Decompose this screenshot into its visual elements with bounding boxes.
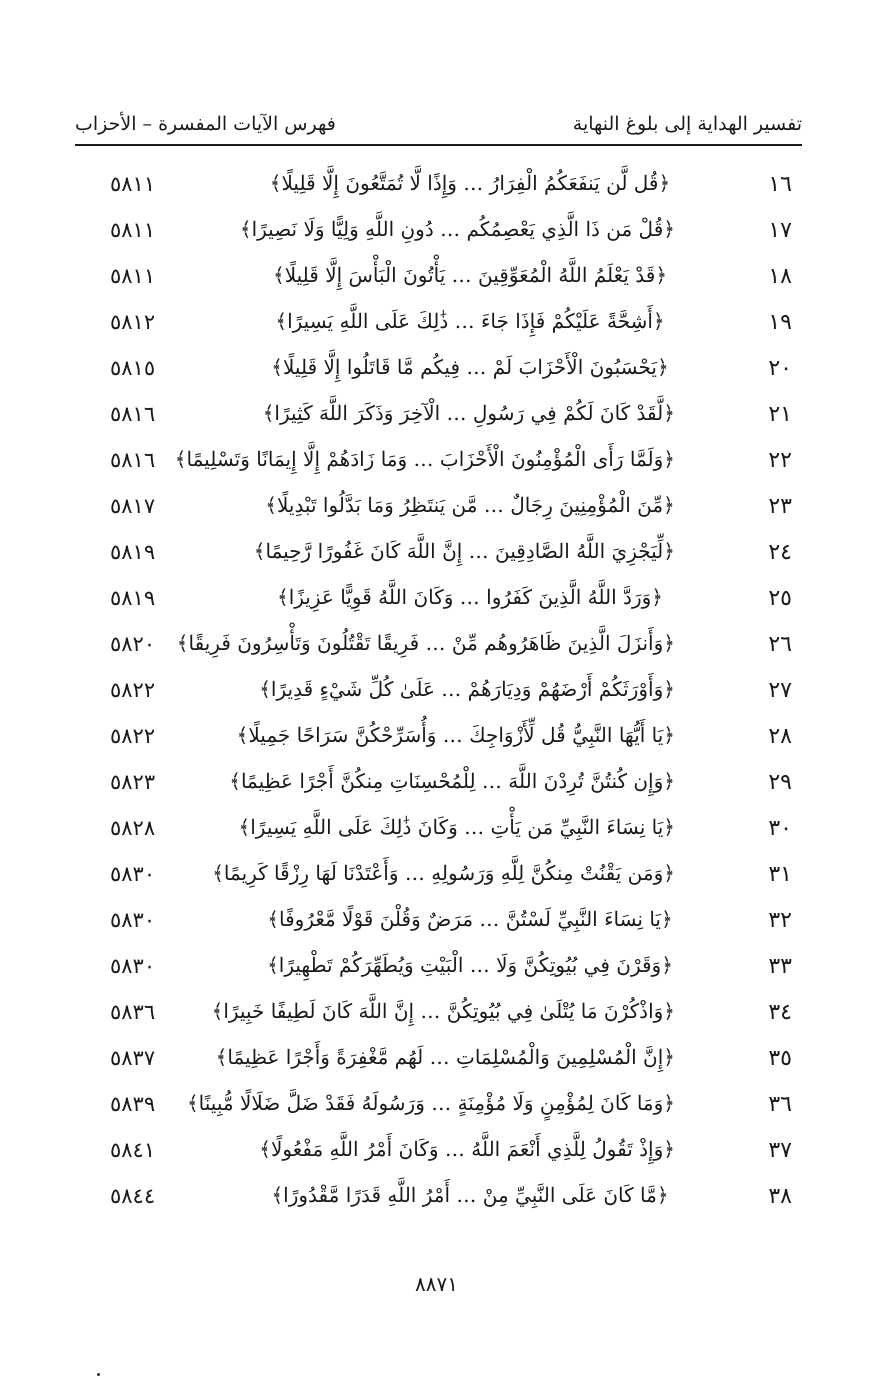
verse-excerpt: ﴿لَّقَدْ كَانَ لَكُمْ فِي رَسُولِ … الْآخِرَ وَذَكَرَ اللَّهَ كَثِيرًا﴾	[262, 401, 675, 425]
page-reference: ٥٨١٢	[110, 310, 156, 334]
verse-excerpt: ﴿لِّيَجْزِيَ اللَّهُ الصَّادِقِينَ … إِنَّ اللَّهَ كَانَ غَفُورًا رَّحِيمًا﴾	[253, 539, 675, 563]
verse-excerpt: ﴿يَا نِسَاءَ النَّبِيِّ لَسْتُنَّ … مَرَضٌ وَقُلْنَ قَوْلًا مَّعْرُوفًا﴾	[267, 907, 673, 931]
page-reference: ٥٨١٦	[110, 448, 156, 472]
verse-excerpt: ﴿قُل لَّن يَنفَعَكُمُ الْفِرَارُ … وَإِذًا لَّا تُمَتَّعُونَ إِلَّا قَلِيلًا﴾	[269, 171, 671, 195]
index-row	[75, 392, 802, 438]
index-row	[75, 852, 802, 898]
verse-number: ٢٧	[768, 678, 792, 703]
page-reference: ٥٨٢٣	[110, 770, 156, 794]
page-reference: ٥٨١٦	[110, 402, 156, 426]
index-row	[75, 484, 802, 530]
verse-number: ٢٣	[768, 494, 792, 519]
scan-speck	[97, 1373, 100, 1376]
index-row	[75, 1128, 802, 1174]
book-title: تفسير الهداية إلى بلوغ النهاية	[572, 113, 802, 135]
index-row	[75, 1082, 802, 1128]
page-reference: ٥٨١٥	[110, 356, 156, 380]
verse-excerpt: ﴿وَقَرْنَ فِي بُيُوتِكُنَّ وَلَا … الْبَيْتِ وَيُطَهِّرَكُمْ تَطْهِيرًا﴾	[267, 953, 673, 977]
header-rule	[75, 144, 802, 146]
verse-excerpt: ﴿قَدْ يَعْلَمُ اللَّهُ الْمُعَوِّقِينَ … يَأْتُونَ الْبَأْسَ إِلَّا قَلِيلًا﴾	[272, 263, 668, 287]
verse-excerpt: ﴿وَإِذْ تَقُولُ لِلَّذِي أَنْعَمَ اللَّهُ … وَكَانَ أَمْرُ اللَّهِ مَفْعُولًا﴾	[259, 1137, 675, 1161]
verse-number: ٣٤	[768, 1000, 792, 1025]
index-row	[75, 530, 802, 576]
index-row	[75, 576, 802, 622]
index-row	[75, 714, 802, 760]
verse-number: ٣٣	[768, 954, 792, 979]
verse-number: ٢٢	[768, 448, 792, 473]
page-reference: ٥٨٤١	[110, 1138, 156, 1162]
page-reference: ٥٨٤٤	[110, 1184, 156, 1208]
index-row	[75, 990, 802, 1036]
verse-number: ٢٨	[768, 724, 792, 749]
verse-number: ١٩	[768, 310, 792, 335]
verse-excerpt: ﴿وَرَدَّ اللَّهُ الَّذِينَ كَفَرُوا … وَكَانَ اللَّهُ قَوِيًّا عَزِيزًا﴾	[277, 585, 663, 609]
page-reference: ٥٨١١	[110, 264, 156, 288]
index-row	[75, 300, 802, 346]
index-row	[75, 622, 802, 668]
page-reference: ٥٨٣٠	[110, 954, 156, 978]
index-row	[75, 208, 802, 254]
verse-number: ٣٥	[768, 1046, 792, 1071]
index-row	[75, 806, 802, 852]
verse-excerpt: ﴿إِنَّ الْمُسْلِمِينَ وَالْمُسْلِمَاتِ … لَهُم مَّغْفِرَةً وَأَجْرًا عَظِيمًا﴾	[215, 1045, 675, 1069]
verse-excerpt: ﴿يَا أَيُّهَا النَّبِيُّ قُل لِّأَزْوَاجِكَ … وَأُسَرِّحْكُنَّ سَرَاحًا جَمِيلًا﴾	[236, 723, 675, 747]
index-row	[75, 1036, 802, 1082]
page-reference: ٥٨٣٩	[110, 1092, 156, 1116]
index-row	[75, 898, 802, 944]
verse-number: ٣١	[768, 862, 792, 887]
page-reference: ٥٨٢٠	[110, 632, 156, 656]
verse-number: ٣٧	[768, 1138, 792, 1163]
verse-excerpt: ﴿يَحْسَبُونَ الْأَحْزَابَ لَمْ … فِيكُم مَّا قَاتَلُوا إِلَّا قَلِيلًا﴾	[271, 355, 669, 379]
verse-number: ٣٨	[768, 1184, 792, 1209]
index-row	[75, 944, 802, 990]
verse-excerpt: ﴿مَّا كَانَ عَلَى النَّبِيِّ مِنْ … أَمْرُ اللَّهِ قَدَرًا مَّقْدُورًا﴾	[271, 1183, 669, 1207]
index-row	[75, 346, 802, 392]
page-reference: ٥٨٣٠	[110, 862, 156, 886]
verse-number: ٢٤	[768, 540, 792, 565]
verse-number: ٣٠	[768, 816, 792, 841]
verse-index-list	[75, 162, 802, 1220]
verse-number: ٢٩	[768, 770, 792, 795]
page-reference: ٥٨١٩	[110, 540, 156, 564]
verse-number: ١٧	[768, 218, 792, 243]
verse-number: ٢١	[768, 402, 792, 427]
page-reference: ٥٨٣٠	[110, 908, 156, 932]
verse-excerpt: ﴿وَأَوْرَثَكُمْ أَرْضَهُمْ وَدِيَارَهُمْ … عَلَىٰ كُلِّ شَيْءٍ قَدِيرًا﴾	[259, 677, 675, 701]
page-reference: ٥٨٢٨	[110, 816, 156, 840]
verse-excerpt: ﴿وَاذْكُرْنَ مَا يُتْلَىٰ فِي بُيُوتِكُنَّ … إِنَّ اللَّهَ كَانَ لَطِيفًا خَبِيرًا﴾	[211, 999, 675, 1023]
verse-number: ٢٥	[768, 586, 792, 611]
page-reference: ٥٨٣٧	[110, 1046, 156, 1070]
verse-excerpt: ﴿أَشِحَّةً عَلَيْكُمْ فَإِذَا جَاءَ … ذَٰلِكَ عَلَى اللَّهِ يَسِيرًا﴾	[275, 309, 665, 333]
verse-excerpt: ﴿مِّنَ الْمُؤْمِنِينَ رِجَالٌ … مَّن يَنتَظِرُ وَمَا بَدَّلُوا تَبْدِيلًا﴾	[265, 493, 675, 517]
verse-number: ١٦	[768, 172, 792, 197]
page-reference: ٥٨١٧	[110, 494, 156, 518]
index-row	[75, 162, 802, 208]
page-reference: ٥٨١١	[110, 218, 156, 242]
verse-number: ٢٦	[768, 632, 792, 657]
index-row	[75, 668, 802, 714]
verse-excerpt: ﴿يَا نِسَاءَ النَّبِيِّ مَن يَأْتِ … وَكَانَ ذَٰلِكَ عَلَى اللَّهِ يَسِيرًا﴾	[238, 815, 675, 839]
verse-excerpt: ﴿وَلَمَّا رَأَى الْمُؤْمِنُونَ الْأَحْزَابَ … وَمَا زَادَهُمْ إِلَّا إِيمَانًا وَتَسْلِيمًا﴾	[174, 447, 675, 471]
verse-excerpt: ﴿قُلْ مَن ذَا الَّذِي يَعْصِمُكُم … دُونِ اللَّهِ وَلِيًّا وَلَا نَصِيرًا﴾	[239, 217, 675, 241]
verse-excerpt: ﴿وَمَا كَانَ لِمُؤْمِنٍ وَلَا مُؤْمِنَةٍ … وَرَسُولَهُ فَقَدْ ضَلَّ ضَلَالًا مُّبِينًا﴾	[186, 1091, 675, 1115]
verse-number: ٣٦	[768, 1092, 792, 1117]
index-row	[75, 760, 802, 806]
verse-excerpt: ﴿وَإِن كُنتُنَّ تُرِدْنَ اللَّهَ … لِلْمُحْسِنَاتِ مِنكُنَّ أَجْرًا عَظِيمًا﴾	[229, 769, 675, 793]
running-header	[75, 100, 802, 134]
index-row	[75, 438, 802, 484]
page-reference: ٥٨٢٢	[110, 724, 156, 748]
page-reference: ٥٨٢٢	[110, 678, 156, 702]
verse-excerpt: ﴿وَأَنزَلَ الَّذِينَ ظَاهَرُوهُم مِّنْ … فَرِيقًا تَقْتُلُونَ وَتَأْسِرُونَ فَرِيقًا﴾	[176, 631, 675, 655]
page-reference: ٥٨٣٦	[110, 1000, 156, 1024]
index-title: فهرس الآيات المفسرة – الأحزاب	[75, 113, 336, 135]
verse-number: ١٨	[768, 264, 792, 289]
verse-number: ٢٠	[768, 356, 792, 381]
page-reference: ٥٨١١	[110, 172, 156, 196]
index-row	[75, 254, 802, 300]
verse-number: ٣٢	[768, 908, 792, 933]
page-reference: ٥٨١٩	[110, 586, 156, 610]
page-number: ٨٨٧١	[415, 1272, 458, 1296]
index-row	[75, 1174, 802, 1220]
verse-excerpt: ﴿وَمَن يَقْنُتْ مِنكُنَّ لِلَّهِ وَرَسُولِهِ … وَأَعْتَدْنَا لَهَا رِزْقًا كَرِيمًا﴾	[212, 861, 675, 885]
